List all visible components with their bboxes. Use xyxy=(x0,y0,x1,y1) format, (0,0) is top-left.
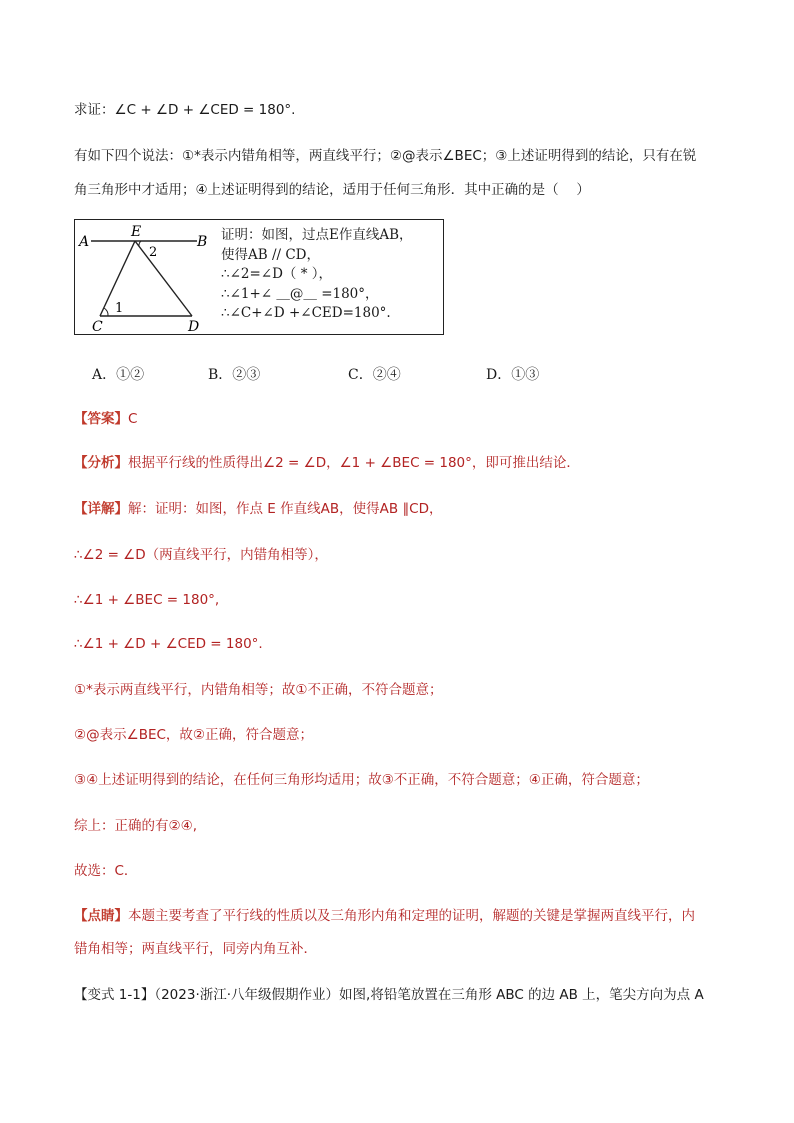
angle-2-arc xyxy=(139,241,141,246)
comment-text-1: 本题主要考查了平行线的性质以及三角形内角和定理的证明，解题的关键是掌握两直线平行，内 xyxy=(128,908,695,924)
answer-tag: 【答案】 xyxy=(74,411,128,427)
label-a: A xyxy=(79,234,90,250)
label-b: B xyxy=(197,234,208,250)
answer-line xyxy=(74,409,137,429)
variant-text: （2023·浙江·八年级假期作业）如图,将铅笔放置在三角形 ABC 的边 AB 上，笔尖方向为点 A xyxy=(154,987,704,1003)
detail-line-7: ③④上述证明得到的结论，在任何三角形均适用；故③不正确，不符合题意；④正确，符合题意； xyxy=(74,772,649,788)
option-d[interactable]: D．①③ xyxy=(486,367,540,383)
detail-line-4: ∴∠1 + ∠D + ∠CED = 180°. xyxy=(74,636,263,652)
detail-line-5: ①*表示两直线平行，内错角相等；故①不正确，不符合题意； xyxy=(74,682,443,698)
detail-text-1: 解：证明：如图，作点 E 作直线AB，使得AB ∥CD， xyxy=(128,501,443,517)
label-2: 2 xyxy=(149,245,158,260)
detail-line-6: ②@表示∠BEC，故②正确，符合题意； xyxy=(74,727,314,743)
option-c[interactable]: C．②④ xyxy=(348,367,401,383)
option-b[interactable]: B．②③ xyxy=(208,367,261,383)
proof-text xyxy=(221,226,413,324)
label-e: E xyxy=(131,224,142,240)
detail-line-9: 故选：C． xyxy=(74,863,138,879)
variant-line xyxy=(74,985,704,1005)
analysis-text: 根据平行线的性质得出∠2 = ∠D，∠1 + ∠BEC = 180°，即可推出结论． xyxy=(128,455,580,471)
statements-line-2: 角三角形中才适用；④上述证明得到的结论，适用于任何三角形．其中正确的是（ ） xyxy=(74,182,590,198)
triangle-figure xyxy=(75,220,225,334)
variant-tag: 【变式 1-1】 xyxy=(74,987,155,1003)
label-1: 1 xyxy=(115,301,124,316)
option-a[interactable]: A．①② xyxy=(92,367,145,383)
analysis-line xyxy=(74,453,580,473)
comment-line-2: 错角相等；两直线平行，同旁内角互补． xyxy=(74,941,317,957)
answer-text: C xyxy=(128,411,138,427)
comment-line-1 xyxy=(74,906,695,926)
detail-line-2: ∴∠2 = ∠D（两直线平行，内错角相等）， xyxy=(74,547,328,563)
side-ed xyxy=(135,241,192,316)
detail-tag: 【详解】 xyxy=(74,501,128,517)
analysis-tag: 【分析】 xyxy=(74,455,128,471)
proof-line-2: 使得AB // CD， xyxy=(221,246,321,263)
comment-tag: 【点睛】 xyxy=(74,908,128,924)
proof-line-3: ∴∠2=∠D（ * ）， xyxy=(221,266,333,282)
prove-statement: 求证：∠C + ∠D + ∠CED = 180°. xyxy=(74,102,296,118)
angle-1-arc xyxy=(104,308,108,316)
proof-figure-box xyxy=(74,219,444,335)
detail-line-8: 综上：正确的有②④, xyxy=(74,818,197,834)
label-d: D xyxy=(188,319,200,334)
detail-line-3: ∴∠1 + ∠BEC = 180°, xyxy=(74,592,220,608)
proof-line-5: ∴∠C+∠D +∠CED=180°. xyxy=(221,305,391,321)
proof-line-1: 证明：如图，过点E作直线AB， xyxy=(221,227,413,243)
detail-line-1 xyxy=(74,499,442,519)
statements-line-1: 有如下四个说法：①*表示内错角相等，两直线平行；②@表示∠BEC；③上述证明得到的结论，只有在锐 xyxy=(74,148,697,164)
proof-line-4: ∴∠1+∠ ＿@＿ =180°， xyxy=(221,285,379,302)
label-c: C xyxy=(92,319,103,334)
